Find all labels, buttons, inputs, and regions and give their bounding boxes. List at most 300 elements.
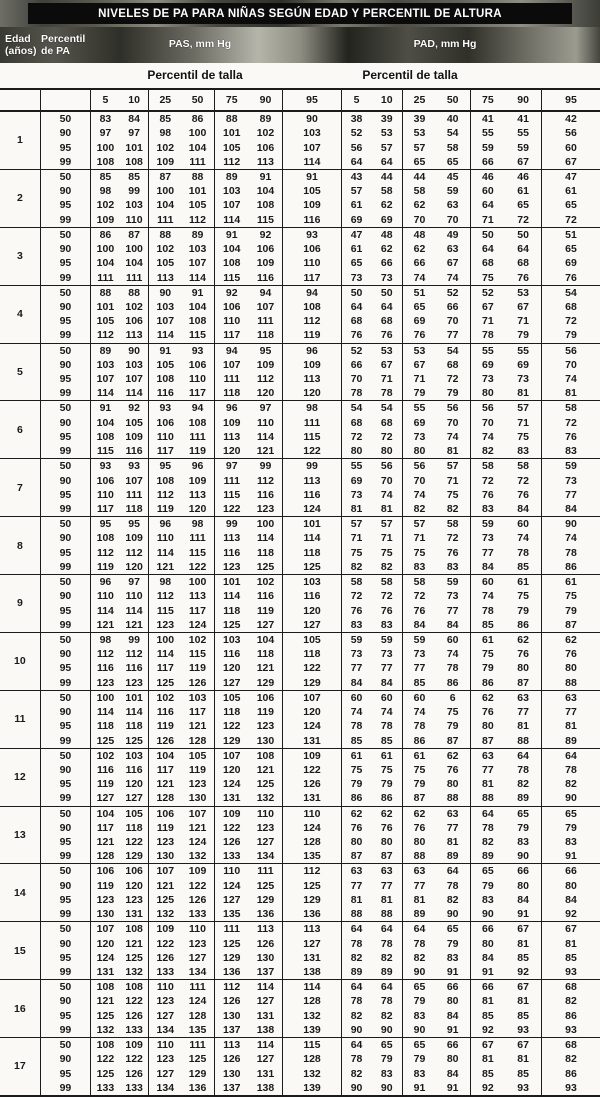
pas-value-cell: 125 xyxy=(91,1009,120,1023)
pad-value-cell: 82 xyxy=(470,444,505,459)
pas-value-cell: 90 xyxy=(283,111,341,126)
pas-value-cell: 124 xyxy=(283,502,341,517)
table-row xyxy=(0,618,600,633)
pad-value-cell: 59 xyxy=(436,575,470,590)
pas-value-cell: 109 xyxy=(120,430,149,444)
pas-value-cell: 119 xyxy=(181,763,214,777)
pad-value-cell: 62 xyxy=(371,198,402,212)
pad-value-cell: 79 xyxy=(403,386,436,401)
pas-value-cell: 121 xyxy=(149,879,181,893)
pas-value-cell: 104 xyxy=(91,416,120,430)
pad-value-cell: 78 xyxy=(371,994,402,1008)
pas-value-cell: 112 xyxy=(214,980,248,995)
pad-value-cell: 56 xyxy=(470,401,505,416)
pas-value-cell: 111 xyxy=(181,1038,214,1053)
pad-value-cell: 90 xyxy=(403,1023,436,1038)
bp-percentile-cell: 90 xyxy=(40,994,90,1008)
pad-value-cell: 73 xyxy=(505,372,541,386)
pas-value-cell: 125 xyxy=(120,951,149,965)
pas-value-cell: 118 xyxy=(214,386,248,401)
pas-value-cell: 118 xyxy=(120,821,149,835)
table-row xyxy=(0,893,600,907)
bp-percentile-cell: 95 xyxy=(40,893,90,907)
pad-value-cell: 81 xyxy=(341,893,371,907)
pad-value-cell: 66 xyxy=(341,358,371,372)
pas-value-cell: 106 xyxy=(181,358,214,372)
pad-value-cell: 73 xyxy=(542,473,600,487)
pad-value-cell: 68 xyxy=(542,980,600,995)
pad-value-cell: 82 xyxy=(371,1009,402,1023)
pad-value-cell: 86 xyxy=(403,733,436,748)
pad-value-cell: 55 xyxy=(470,343,505,358)
pas-value-cell: 114 xyxy=(214,589,248,603)
pad-value-cell: 63 xyxy=(436,806,470,821)
pas-value-cell: 114 xyxy=(249,531,283,545)
pas-value-cell: 108 xyxy=(120,155,149,170)
height-percentile-tick: 50 xyxy=(181,89,214,111)
pad-value-cell: 76 xyxy=(436,763,470,777)
pad-value-cell: 83 xyxy=(505,444,541,459)
pas-value-cell: 104 xyxy=(249,632,283,647)
pas-value-cell: 111 xyxy=(181,980,214,995)
table-row xyxy=(0,835,600,849)
pas-value-cell: 120 xyxy=(283,705,341,719)
pad-value-cell: 57 xyxy=(371,517,402,532)
pas-value-cell: 100 xyxy=(181,126,214,140)
pas-value-cell: 127 xyxy=(91,791,120,806)
pas-value-cell: 134 xyxy=(181,965,214,980)
pad-value-cell: 74 xyxy=(403,488,436,502)
pad-value-cell: 77 xyxy=(403,879,436,893)
pas-value-cell: 117 xyxy=(283,270,341,285)
pad-value-cell: 91 xyxy=(505,907,541,922)
pas-value-cell: 95 xyxy=(249,343,283,358)
bp-percentile-cell: 99 xyxy=(40,965,90,980)
pas-value-cell: 127 xyxy=(283,618,341,633)
pas-value-cell: 130 xyxy=(91,907,120,922)
pas-value-cell: 102 xyxy=(149,242,181,256)
pas-value-cell: 107 xyxy=(214,198,248,212)
pas-value-cell: 126 xyxy=(214,994,248,1008)
pad-value-cell: 78 xyxy=(341,719,371,733)
height-percentile-label-left: Percentil de talla xyxy=(115,68,275,82)
pas-value-cell: 132 xyxy=(181,849,214,864)
pad-value-cell: 74 xyxy=(436,430,470,444)
pas-value-cell: 117 xyxy=(149,661,181,675)
pad-value-cell: 55 xyxy=(505,343,541,358)
pad-value-cell: 79 xyxy=(403,994,436,1008)
pas-value-cell: 107 xyxy=(181,256,214,270)
pas-value-cell: 124 xyxy=(181,994,214,1008)
pas-value-cell: 96 xyxy=(214,401,248,416)
pas-value-cell: 128 xyxy=(91,849,120,864)
pad-value-cell: 73 xyxy=(436,589,470,603)
pas-value-cell: 113 xyxy=(214,531,248,545)
pas-value-cell: 99 xyxy=(283,459,341,474)
pad-value-cell: 64 xyxy=(371,980,402,995)
table-row xyxy=(0,546,600,560)
pad-value-cell: 64 xyxy=(371,155,402,170)
pas-value-cell: 93 xyxy=(91,459,120,474)
pad-value-cell: 80 xyxy=(341,444,371,459)
pas-value-cell: 121 xyxy=(249,763,283,777)
pas-value-cell: 110 xyxy=(149,430,181,444)
pad-value-cell: 91 xyxy=(542,849,600,864)
pad-value-cell: 67 xyxy=(505,1038,541,1053)
pas-value-cell: 116 xyxy=(120,763,149,777)
pas-value-cell: 136 xyxy=(181,1081,214,1096)
pad-value-cell: 78 xyxy=(403,719,436,733)
pas-value-cell: 108 xyxy=(181,314,214,328)
pad-value-cell: 81 xyxy=(436,444,470,459)
table-row xyxy=(0,531,600,545)
pad-value-cell: 60 xyxy=(505,517,541,532)
pas-value-cell: 138 xyxy=(283,965,341,980)
table-row xyxy=(0,358,600,372)
pad-value-cell: 63 xyxy=(341,864,371,879)
pas-value-cell: 139 xyxy=(283,1023,341,1038)
pad-value-cell: 83 xyxy=(403,1066,436,1080)
pad-value-cell: 71 xyxy=(505,314,541,328)
pas-value-cell: 101 xyxy=(214,575,248,590)
pas-value-cell: 113 xyxy=(249,155,283,170)
pad-value-cell: 68 xyxy=(542,1038,600,1053)
pas-value-cell: 129 xyxy=(214,951,248,965)
pad-value-cell: 87 xyxy=(403,791,436,806)
pad-value-cell: 64 xyxy=(341,300,371,314)
pad-value-cell: 78 xyxy=(542,546,600,560)
pas-value-cell: 116 xyxy=(214,647,248,661)
pas-value-cell: 111 xyxy=(91,270,120,285)
table-row xyxy=(0,821,600,835)
table-row xyxy=(0,502,600,517)
pas-value-cell: 115 xyxy=(181,328,214,343)
pas-value-cell: 121 xyxy=(91,618,120,633)
pad-value-cell: 83 xyxy=(436,560,470,575)
bp-percentile-cell: 95 xyxy=(40,661,90,675)
pad-value-cell: 79 xyxy=(371,1052,402,1066)
table-row xyxy=(0,213,600,228)
pad-value-cell: 92 xyxy=(470,1081,505,1096)
pas-value-cell: 136 xyxy=(249,907,283,922)
pad-value-cell: 62 xyxy=(403,242,436,256)
pad-value-cell: 81 xyxy=(371,893,402,907)
pad-value-cell: 85 xyxy=(505,1009,541,1023)
pad-value-cell: 82 xyxy=(542,994,600,1008)
pad-value-cell: 75 xyxy=(470,270,505,285)
age-cell: 3 xyxy=(0,227,40,285)
pas-value-cell: 110 xyxy=(249,416,283,430)
pas-value-cell: 108 xyxy=(249,198,283,212)
pad-value-cell: 87 xyxy=(436,733,470,748)
height-percentile-tick: 25 xyxy=(149,89,181,111)
pas-value-cell: 101 xyxy=(91,300,120,314)
pas-value-cell: 103 xyxy=(214,184,248,198)
pad-value-cell: 75 xyxy=(505,430,541,444)
pas-value-cell: 114 xyxy=(283,980,341,995)
pas-value-cell: 105 xyxy=(120,806,149,821)
pad-value-cell: 52 xyxy=(436,285,470,300)
pas-value-cell: 94 xyxy=(181,401,214,416)
pad-value-cell: 64 xyxy=(341,922,371,937)
pad-value-cell: 40 xyxy=(436,111,470,126)
table-row xyxy=(0,763,600,777)
pad-value-cell: 67 xyxy=(505,980,541,995)
pad-value-cell: 87 xyxy=(341,849,371,864)
pas-value-cell: 110 xyxy=(181,922,214,937)
pas-value-cell: 114 xyxy=(214,213,248,228)
pas-value-cell: 110 xyxy=(214,314,248,328)
age-cell: 6 xyxy=(0,401,40,459)
pad-value-cell: 82 xyxy=(341,560,371,575)
pas-value-cell: 130 xyxy=(249,951,283,965)
pas-value-cell: 124 xyxy=(214,777,248,791)
pas-value-cell: 93 xyxy=(120,459,149,474)
pad-value-cell: 76 xyxy=(436,546,470,560)
pas-value-cell: 88 xyxy=(149,227,181,242)
pad-value-cell: 71 xyxy=(505,416,541,430)
pad-value-cell: 64 xyxy=(470,198,505,212)
pas-value-cell: 120 xyxy=(181,502,214,517)
pad-value-cell: 64 xyxy=(505,748,541,763)
pad-value-cell: 77 xyxy=(436,328,470,343)
pad-value-cell: 62 xyxy=(436,748,470,763)
pas-value-cell: 120 xyxy=(214,763,248,777)
pad-value-cell: 81 xyxy=(505,719,541,733)
bp-percentile-cell: 95 xyxy=(40,603,90,617)
pad-value-cell: 80 xyxy=(505,879,541,893)
pad-value-cell: 81 xyxy=(542,719,600,733)
table-row xyxy=(0,1066,600,1080)
pad-value-cell: 67 xyxy=(436,256,470,270)
bp-percentile-cell: 90 xyxy=(40,589,90,603)
pad-value-cell: 87 xyxy=(371,849,402,864)
pas-value-cell: 116 xyxy=(149,386,181,401)
pas-value-cell: 107 xyxy=(91,372,120,386)
pad-value-cell: 83 xyxy=(371,1066,402,1080)
pas-value-cell: 109 xyxy=(249,256,283,270)
pas-value-cell: 123 xyxy=(149,618,181,633)
pas-value-cell: 124 xyxy=(283,719,341,733)
pad-value-cell: 59 xyxy=(403,632,436,647)
pas-value-cell: 114 xyxy=(120,603,149,617)
pas-value-cell: 116 xyxy=(120,444,149,459)
pad-value-cell: 61 xyxy=(341,198,371,212)
pas-value-cell: 111 xyxy=(214,372,248,386)
pas-value-cell: 116 xyxy=(249,589,283,603)
pad-value-cell: 90 xyxy=(371,1023,402,1038)
pas-value-cell: 110 xyxy=(149,980,181,995)
pad-value-cell: 63 xyxy=(470,748,505,763)
pad-value-cell: 70 xyxy=(436,213,470,228)
pad-value-cell: 71 xyxy=(403,531,436,545)
pas-value-cell: 128 xyxy=(283,994,341,1008)
table-row xyxy=(0,864,600,879)
pad-value-cell: 59 xyxy=(371,632,402,647)
pas-value-cell: 118 xyxy=(283,546,341,560)
pas-value-cell: 128 xyxy=(283,835,341,849)
pad-value-cell: 86 xyxy=(341,791,371,806)
pad-value-cell: 53 xyxy=(371,343,402,358)
pas-value-cell: 116 xyxy=(283,589,341,603)
table-row xyxy=(0,676,600,691)
pas-value-cell: 107 xyxy=(91,922,120,937)
pas-value-cell: 118 xyxy=(214,705,248,719)
pad-value-cell: 6 xyxy=(436,690,470,705)
pas-value-cell: 133 xyxy=(91,1081,120,1096)
pas-value-cell: 103 xyxy=(181,242,214,256)
table-head xyxy=(0,89,600,111)
pad-value-cell: 76 xyxy=(371,821,402,835)
pas-value-cell: 136 xyxy=(283,907,341,922)
pas-value-cell: 85 xyxy=(91,169,120,184)
pas-value-cell: 97 xyxy=(120,126,149,140)
pad-value-cell: 66 xyxy=(436,300,470,314)
pas-value-cell: 131 xyxy=(283,951,341,965)
pad-value-cell: 62 xyxy=(505,632,541,647)
pad-value-cell: 86 xyxy=(505,618,541,633)
pas-value-cell: 101 xyxy=(120,690,149,705)
pas-value-cell: 123 xyxy=(149,994,181,1008)
pas-value-cell: 138 xyxy=(249,1081,283,1096)
pad-value-cell: 93 xyxy=(505,1023,541,1038)
table-row xyxy=(0,328,600,343)
age-cell: 13 xyxy=(0,806,40,864)
pas-value-cell: 103 xyxy=(120,748,149,763)
pas-value-cell: 102 xyxy=(120,300,149,314)
pad-value-cell: 48 xyxy=(371,227,402,242)
pas-value-cell: 127 xyxy=(149,1066,181,1080)
pad-value-cell: 76 xyxy=(403,821,436,835)
bp-percentile-cell: 90 xyxy=(40,1052,90,1066)
height-percentile-tick: 95 xyxy=(283,89,341,111)
pas-value-cell: 136 xyxy=(214,965,248,980)
pad-value-cell: 71 xyxy=(436,473,470,487)
pad-value-cell: 76 xyxy=(542,270,600,285)
pas-value-cell: 91 xyxy=(181,285,214,300)
pas-value-cell: 121 xyxy=(120,936,149,950)
table-row xyxy=(0,879,600,893)
pad-value-cell: 56 xyxy=(403,459,436,474)
table-row xyxy=(0,473,600,487)
pad-value-cell: 44 xyxy=(371,169,402,184)
pas-value-cell: 112 xyxy=(283,864,341,879)
pad-value-cell: 78 xyxy=(470,603,505,617)
pas-value-cell: 118 xyxy=(283,647,341,661)
pas-value-cell: 93 xyxy=(149,401,181,416)
pad-value-cell: 82 xyxy=(542,1052,600,1066)
pas-value-cell: 100 xyxy=(91,690,120,705)
pad-value-cell: 76 xyxy=(505,647,541,661)
pas-value-cell: 111 xyxy=(249,864,283,879)
pas-value-cell: 114 xyxy=(120,386,149,401)
pas-value-cell: 114 xyxy=(283,155,341,170)
pad-value-cell: 57 xyxy=(341,517,371,532)
pas-value-cell: 106 xyxy=(91,473,120,487)
pas-value-cell: 106 xyxy=(91,864,120,879)
table-row xyxy=(0,184,600,198)
pad-value-cell: 61 xyxy=(341,242,371,256)
pad-value-cell: 61 xyxy=(403,748,436,763)
pad-value-cell: 85 xyxy=(505,1066,541,1080)
pad-value-cell: 83 xyxy=(470,893,505,907)
bp-percentile-cell: 50 xyxy=(40,575,90,590)
pad-value-cell: 75 xyxy=(436,488,470,502)
table-row xyxy=(0,806,600,821)
pad-value-cell: 55 xyxy=(470,126,505,140)
bp-percentile-cell: 50 xyxy=(40,922,90,937)
bp-levels-table xyxy=(0,88,600,1097)
pad-value-cell: 70 xyxy=(341,372,371,386)
pas-value-cell: 108 xyxy=(91,531,120,545)
pad-value-cell: 84 xyxy=(403,618,436,633)
pad-value-cell: 86 xyxy=(371,791,402,806)
height-percentile-tick: 75 xyxy=(470,89,505,111)
pad-value-cell: 71 xyxy=(470,314,505,328)
pas-value-cell: 116 xyxy=(91,763,120,777)
pad-value-cell: 59 xyxy=(436,184,470,198)
pas-value-cell: 122 xyxy=(120,835,149,849)
table-row xyxy=(0,632,600,647)
pad-value-cell: 79 xyxy=(341,777,371,791)
pad-value-cell: 78 xyxy=(341,1052,371,1066)
table-row xyxy=(0,575,600,590)
pad-value-cell: 79 xyxy=(436,386,470,401)
pas-value-cell: 108 xyxy=(181,416,214,430)
pas-value-cell: 93 xyxy=(181,343,214,358)
pad-value-cell: 52 xyxy=(341,343,371,358)
pad-value-cell: 62 xyxy=(403,198,436,212)
pad-value-cell: 84 xyxy=(542,893,600,907)
pad-value-cell: 74 xyxy=(403,705,436,719)
pad-value-cell: 66 xyxy=(470,922,505,937)
age-cell: 15 xyxy=(0,922,40,980)
bp-percentile-cell: 90 xyxy=(40,705,90,719)
pad-value-cell: 62 xyxy=(470,690,505,705)
pad-value-cell: 69 xyxy=(371,213,402,228)
pas-value-cell: 89 xyxy=(181,227,214,242)
pas-value-cell: 131 xyxy=(91,965,120,980)
pad-value-cell: 64 xyxy=(470,806,505,821)
pas-value-cell: 122 xyxy=(149,936,181,950)
pad-value-cell: 78 xyxy=(436,661,470,675)
pas-value-cell: 104 xyxy=(91,806,120,821)
pad-value-cell: 75 xyxy=(470,647,505,661)
pas-value-cell: 104 xyxy=(91,256,120,270)
pad-value-cell: 80 xyxy=(403,835,436,849)
pad-value-cell: 86 xyxy=(542,1009,600,1023)
pas-value-cell: 89 xyxy=(214,169,248,184)
table-row xyxy=(0,227,600,242)
pas-value-cell: 113 xyxy=(181,488,214,502)
pad-value-cell: 46 xyxy=(505,169,541,184)
pad-value-cell: 90 xyxy=(341,1023,371,1038)
pas-value-cell: 95 xyxy=(149,459,181,474)
pas-value-cell: 127 xyxy=(249,994,283,1008)
pad-value-cell: 73 xyxy=(371,270,402,285)
height-percentile-tick: 90 xyxy=(505,89,541,111)
pas-value-cell: 131 xyxy=(283,791,341,806)
pas-value-cell: 120 xyxy=(91,936,120,950)
bp-percentile-cell: 99 xyxy=(40,444,90,459)
pad-value-cell: 62 xyxy=(403,806,436,821)
pad-value-cell: 61 xyxy=(341,748,371,763)
pad-value-cell: 74 xyxy=(436,647,470,661)
pas-value-cell: 111 xyxy=(283,416,341,430)
pas-value-cell: 131 xyxy=(283,733,341,748)
pad-value-cell: 50 xyxy=(505,227,541,242)
pad-value-cell: 80 xyxy=(403,444,436,459)
